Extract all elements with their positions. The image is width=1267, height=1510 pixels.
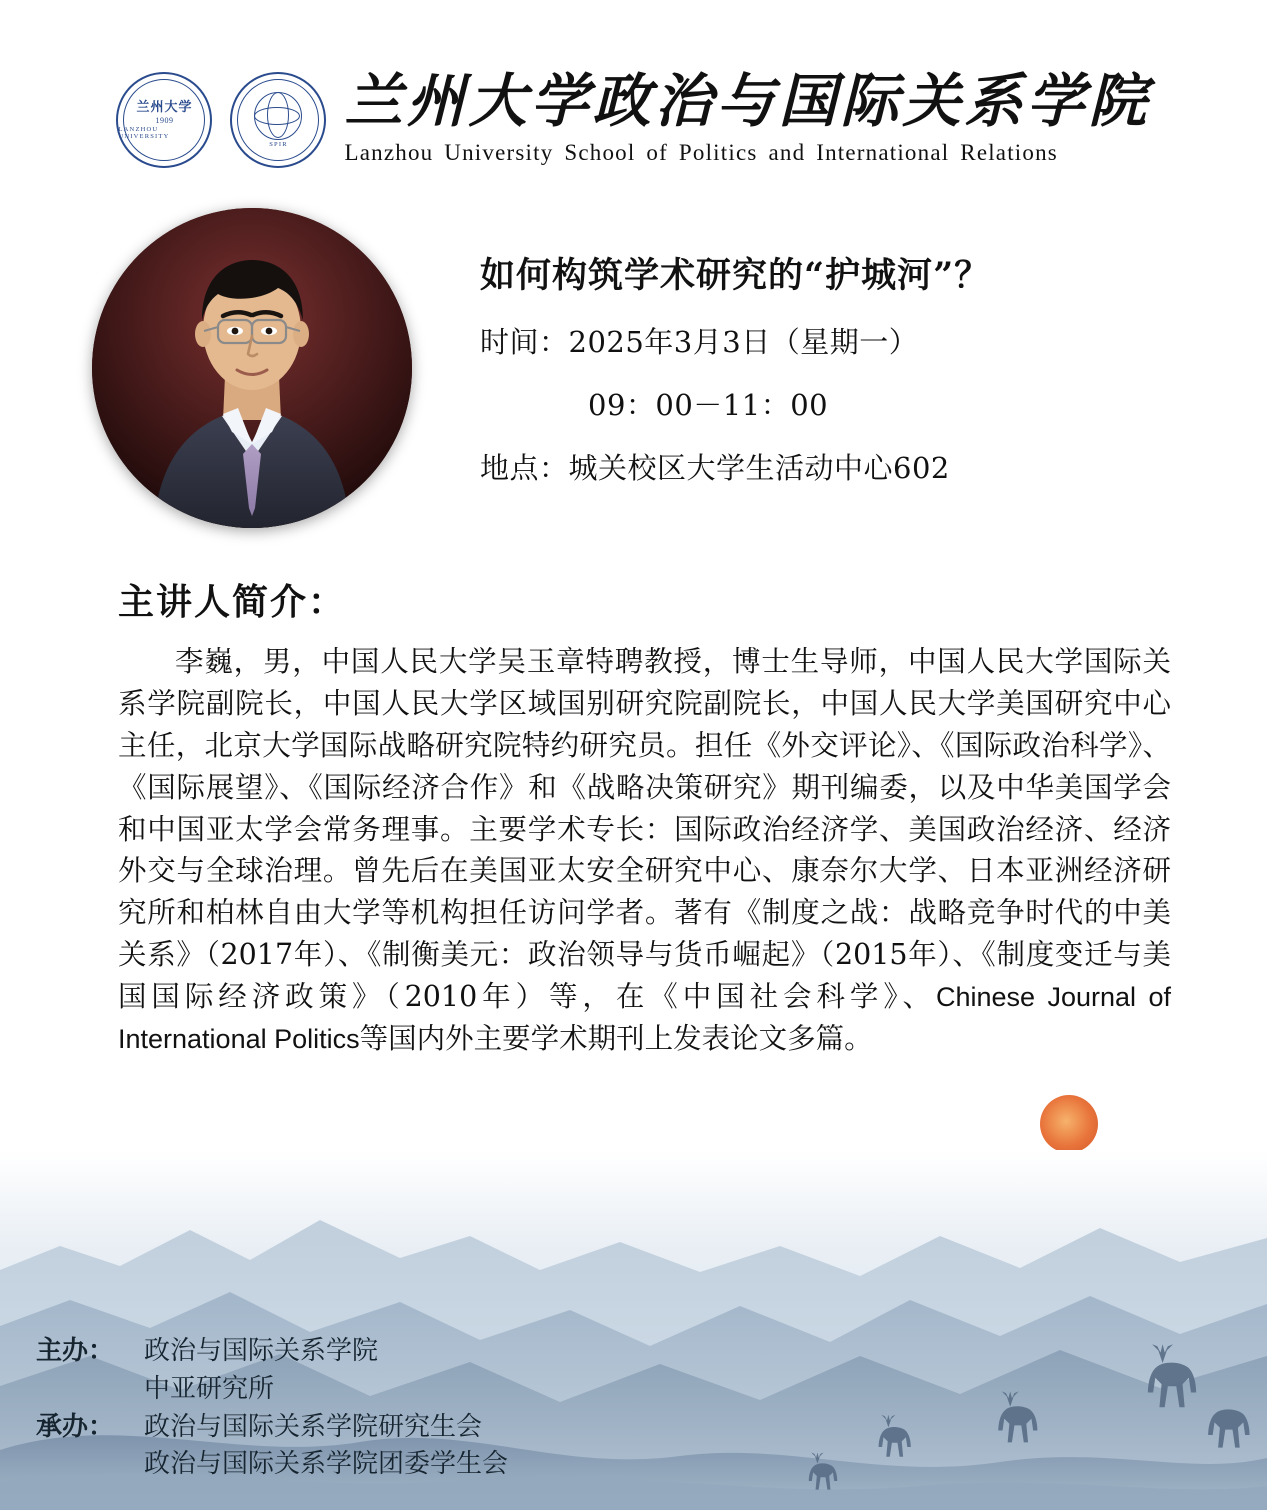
speaker-bio-section (0, 574, 1267, 1060)
institution-header (0, 0, 1267, 168)
coorganizer-values (144, 1409, 508, 1484)
spir-seal-icon (230, 72, 326, 168)
globe-icon (254, 92, 302, 140)
lecture-title: 如何构筑学术研究的“护城河”？ (480, 255, 991, 296)
host-label: 主办： (36, 1336, 115, 1367)
organizers-footer (36, 1333, 508, 1484)
sun-decoration (1040, 1095, 1098, 1153)
host-row (36, 1333, 508, 1408)
speaker-bio-text (118, 641, 1171, 1060)
header-titles (344, 67, 1151, 166)
seal-right-abbr: SPIR (269, 141, 288, 148)
bio-journal-name: Chinese Journal of International Politics (118, 982, 1171, 1055)
host-value-2: 中亚研究所 (144, 1373, 275, 1404)
hero-section (0, 208, 1267, 528)
event-info (480, 208, 990, 487)
host-values (144, 1333, 378, 1408)
coorganizer-value-2: 政治与国际关系学院团委学生会 (144, 1449, 509, 1480)
seal-left-name-en: LANZHOU UNIVERSITY (118, 126, 170, 141)
header-title-cn: 兰州大学政治与国际关系学院 (344, 67, 1151, 135)
logo-row (116, 67, 1151, 168)
lanzhou-university-seal-icon (116, 72, 212, 168)
bio-text-part2: 等国内外主要学术期刊上发表论文多篇。 (359, 1022, 873, 1056)
event-time-range: 09：00－11：00 (588, 388, 829, 422)
speaker-portrait (92, 208, 412, 528)
header-title-en: Lanzhou University School of Politics and International Relations (344, 140, 1058, 165)
coorganizer-value-1: 政治与国际关系学院研究生会 (144, 1411, 483, 1442)
coorganizer-label: 承办： (36, 1411, 115, 1442)
event-location: 地点：城关校区大学生活动中心602 (480, 451, 950, 485)
coorganizer-row (36, 1409, 508, 1484)
host-value-1: 政治与国际关系学院 (144, 1336, 379, 1367)
event-time: 时间：2025年3月3日（星期一） (480, 325, 919, 359)
bio-text-part1: 李巍，男，中国人民大学吴玉章特聘教授，博士生导师，中国人民大学国际关系学院副院长，中国人民大学区域国别研究院副院长，中国人民大学美国研究中心主任，北京大学国际战略研究院特约研究员。担任《外交评论》、《国际政治科学》、《国际展望》、《国际经济合作》和《战略决策研究》期刊编委，以及中华美国学会和中国亚太学会常务理事。主要学术专长：国际政治经济学、美国政治经济、经济外交与全球治理。曾先后在美国亚太安全研究中心、康奈尔大学、日本亚洲经济研究所和柏林自由大学等机构担任访问学者。著有《制度之战：战略竞争时代的中美关系》（2017年）、《制衡美元：政治领导与货币崛起》（2015年）、《制度变迁与美国国际经济政策》（2010年）等，在《中国社会科学》、 (118, 645, 1171, 1014)
speaker-bio-heading: 主讲人简介： (118, 581, 347, 623)
seal-left-name-cn: 兰州大学 (136, 98, 193, 114)
seal-left-year: 1909 (155, 116, 174, 126)
